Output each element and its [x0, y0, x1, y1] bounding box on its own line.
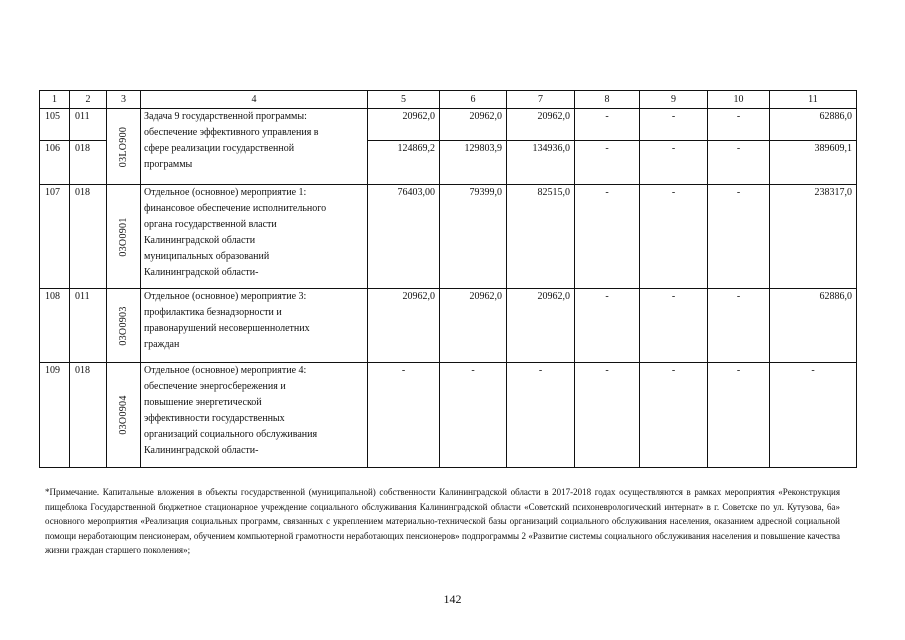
header-cell: 3	[107, 91, 141, 109]
header-cell: 4	[141, 91, 368, 109]
description-line: Калининградской области	[144, 235, 256, 246]
budget-table	[39, 90, 857, 468]
value-cell: -	[575, 185, 640, 289]
target-code-cell	[107, 363, 141, 468]
description-cell	[141, 185, 368, 289]
description-cell	[141, 363, 368, 468]
value-cell: 20962,0	[440, 109, 507, 141]
description-line: эффективности государственных	[144, 413, 285, 424]
description-line: органа государственной власти	[144, 219, 277, 230]
value-cell: -	[575, 141, 640, 185]
value-cell: 129803,9	[440, 141, 507, 185]
target-code: 03O0903	[117, 305, 129, 346]
value-cell: 20962,0	[507, 289, 575, 363]
table-row	[40, 289, 857, 363]
description-line: сфере реализации государственной	[144, 143, 295, 154]
row-code: 018	[70, 185, 107, 289]
description-line: Задача 9 государственной программы:	[144, 111, 307, 122]
header-cell: 5	[368, 91, 440, 109]
value-cell: 134936,0	[507, 141, 575, 185]
row-code: 018	[70, 363, 107, 468]
description-line: повышение энергетической	[144, 397, 262, 408]
value-cell: 20962,0	[507, 109, 575, 141]
table-row	[40, 109, 857, 141]
row-number: 108	[40, 289, 70, 363]
target-code: 03LO900	[117, 126, 129, 167]
header-cell: 10	[708, 91, 770, 109]
value-cell: -	[507, 363, 575, 468]
footnote: *Примечание. Капитальные вложения в объекты государственной (муниципальной) собственности Калининградской области в 2017-2018 годах осуществляются в рамках мероприятия «Реконструкция пищеблока Государственной бюджетное стационарное учреждение социального обслуживания Калининградской области «Советский психоневрологический интернат» в г. Советске по ул. Кутузова, 6а» основного мероприятия «Реализация социальных программ, связанных с укреплением материально-технической базы организаций социального обслуживания населения, оказанием адресной социальной помощи неработающим пенсионерам, обучением компьютерной грамотности неработающих пенсионеров» подпрограммы 2 «Развитие системы социального обслуживания населения и повышение качества жизни граждан старшего поколения»;	[45, 487, 840, 555]
value-cell: -	[640, 109, 708, 141]
description-line: Калининградской области-	[144, 445, 259, 456]
description-line: организаций социального обслуживания	[144, 429, 318, 440]
description-line: обеспечение энергосбережения и	[144, 381, 286, 392]
total-cell: 62886,0	[770, 289, 857, 363]
target-code: 03O0904	[117, 395, 129, 435]
value-cell: 124869,2	[368, 141, 440, 185]
value-cell: 20962,0	[440, 289, 507, 363]
value-cell: 82515,0	[507, 185, 575, 289]
row-code: 018	[70, 141, 107, 185]
total-cell: 238317,0	[770, 185, 857, 289]
description-line: правонарушений несовершеннолетних	[144, 323, 310, 334]
header-cell: 11	[770, 91, 857, 109]
target-code-cell	[107, 109, 141, 185]
value-cell: -	[708, 109, 770, 141]
header-cell: 2	[70, 91, 107, 109]
value-cell: 20962,0	[368, 109, 440, 141]
value-cell: 20962,0	[368, 289, 440, 363]
description-line: граждан	[144, 339, 180, 350]
target-code-cell	[107, 289, 141, 363]
description-cell	[141, 289, 368, 363]
row-code: 011	[70, 289, 107, 363]
description-line: программы	[144, 159, 193, 170]
description-line: финансовое обеспечение исполнительного	[144, 203, 327, 214]
row-code: 011	[70, 109, 107, 141]
value-cell: -	[708, 363, 770, 468]
row-number: 105	[40, 109, 70, 141]
description-line: Калининградской области-	[144, 267, 259, 278]
page-number: 142	[443, 592, 462, 606]
header-cell: 6	[440, 91, 507, 109]
row-number: 106	[40, 141, 70, 185]
total-cell: -	[770, 363, 857, 468]
row-number: 107	[40, 185, 70, 289]
target-code: 03O0901	[117, 216, 129, 257]
header-cell: 1	[40, 91, 70, 109]
value-cell: -	[640, 185, 708, 289]
description-line: Отдельное (основное) мероприятие 1:	[144, 187, 307, 198]
value-cell: -	[640, 289, 708, 363]
value-cell: -	[640, 363, 708, 468]
value-cell: 76403,00	[368, 185, 440, 289]
description-line: Отдельное (основное) мероприятие 4:	[144, 365, 307, 376]
total-cell: 62886,0	[770, 109, 857, 141]
description-line: муниципальных образований	[144, 251, 270, 262]
header-cell: 8	[575, 91, 640, 109]
table-row	[40, 363, 857, 468]
value-cell: -	[575, 289, 640, 363]
header-row	[40, 91, 857, 109]
header-cell: 7	[507, 91, 575, 109]
value-cell: 79399,0	[440, 185, 507, 289]
description-line: Отдельное (основное) мероприятие 3:	[144, 291, 307, 302]
value-cell: -	[575, 109, 640, 141]
description-cell	[141, 109, 368, 185]
value-cell: -	[368, 363, 440, 468]
description-line: профилактика безнадзорности и	[144, 307, 282, 318]
description-line: обеспечение эффективного управления в	[144, 127, 319, 138]
value-cell: -	[708, 289, 770, 363]
value-cell: -	[440, 363, 507, 468]
target-code-cell	[107, 185, 141, 289]
total-cell: 389609,1	[770, 141, 857, 185]
header-cell: 9	[640, 91, 708, 109]
row-number: 109	[40, 363, 70, 468]
value-cell: -	[708, 185, 770, 289]
value-cell: -	[708, 141, 770, 185]
value-cell: -	[575, 363, 640, 468]
table-row	[40, 185, 857, 289]
value-cell: -	[640, 141, 708, 185]
